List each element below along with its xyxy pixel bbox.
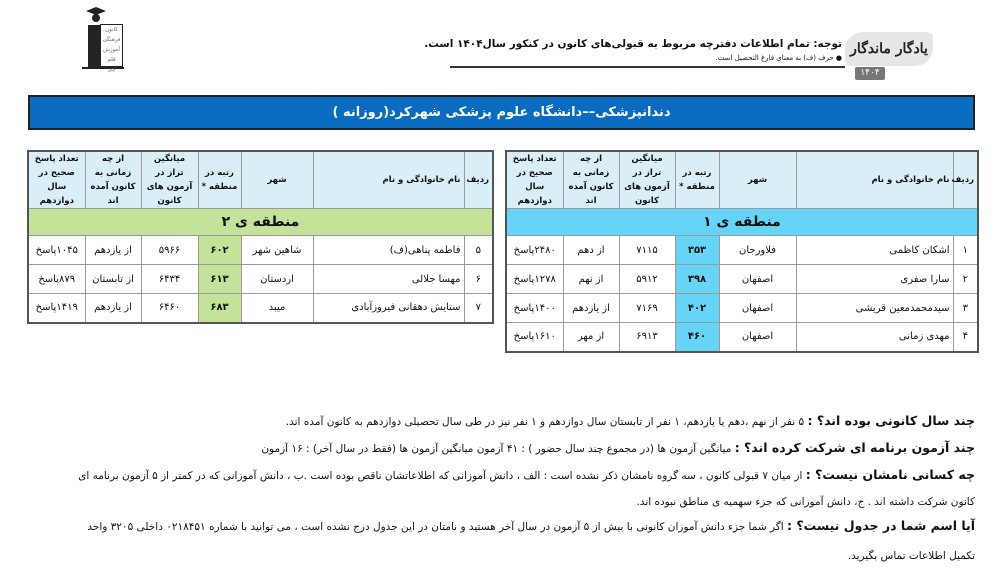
table-row [28,294,493,323]
zone-label: منطقه ی ۱ [506,209,978,236]
joined-since: از نهم [563,265,619,294]
correct-answers: ۱۲۷۸پاسخ [506,265,563,294]
correct-answers: ۲۴۸۰پاسخ [506,236,563,265]
zone-row [28,209,493,236]
city: فلاورجان [719,236,796,265]
column-header: نام خانوادگی و نام [313,151,464,209]
city: میبد [241,294,313,323]
column-header: ردیف [953,151,978,209]
column-header: از چه زمانی به کانون آمده اند [85,151,141,209]
student-name: مهسا جلالی [313,265,464,294]
page-title: دندانپزشکی––دانشگاه علوم پزشکی شهرکرد(روزانه ) [28,95,975,130]
correct-answers: ۱۰۴۵پاسخ [28,236,85,265]
note-answer: از میان ۷ قبولی کانون ، سه گروه نامشان ذکر نشده است : الف ، دانش آموزانی که اطلاعاتشان ناقص بوده است .ب ، دانش آموزانی که در کمتر از ۵ آزمون برنامه ای [78,470,806,482]
column-header: میانگین تراز در آزمون های کانون [619,151,675,209]
table-header [506,151,978,209]
rank: ۶۱۳ [198,265,241,294]
note-question: آیا اسم شما در جدول نیست؟ : [787,518,975,533]
logo-year: ۱۴۰۴ [855,67,885,80]
table-row [506,236,978,265]
student-name: سیدمحمدمعین قریشی [796,294,953,323]
row-number: ۴ [953,323,978,352]
rank: ۴۶۰ [675,323,719,352]
joined-since: از یازدهم [85,294,141,323]
zone-label: منطقه ی ۲ [28,209,493,236]
kanoon-logo [80,5,124,72]
notice-text: توجه: تمام اطلاعات دفترچه مربوط به قبولی‌های کانون در کنکور سال۱۴۰۴ است. [424,38,842,50]
rank: ۳۹۸ [675,265,719,294]
header-divider [450,66,845,68]
note-answer: اگر شما جزء دانش آموزان کانونی با بیش از ۵ آزمون در سال آخر هستید و نامتان در این جدول درج نشده است ، می توانید با شماره ۰۲۱۸۴۵۱ داخلی ۳۲۰۵ واحد [87,521,788,533]
correct-answers: ۱۴۰۰پاسخ [506,294,563,323]
note-answer: ۵ نفر از نهم ،دهم یا یازدهم، ۱ نفر از تابستان سال دوازدهم و ۱ نفر نیز در طی سال تحصیلی دوازدهم به کانون آمده اند. [285,416,808,428]
column-header: تعداد پاسخ صحیح در سال دوازدهم [28,151,85,209]
note-question: چه کسانی نامشان نیست؟ : [805,467,975,482]
zone1-table [505,150,979,353]
average-score: ۷۱۱۵ [619,236,675,265]
student-name: اشکان کاظمی [796,236,953,265]
city: اصفهان [719,323,796,352]
average-score: ۵۹۶۶ [141,236,198,265]
joined-since: از تابستان [85,265,141,294]
student-name: سارا صفری [796,265,953,294]
row-number: ۶ [464,265,493,294]
note-question: چند سال کانونی بوده اند؟ : [807,413,975,428]
student-name: ستایش دهقانی فیروزآبادی [313,294,464,323]
note-4 [87,518,975,535]
average-score: ۷۱۶۹ [619,294,675,323]
correct-answers: ۱۶۱۰پاسخ [506,323,563,352]
column-header: شهر [719,151,796,209]
joined-since: از یازدهم [85,236,141,265]
column-header: رتبه در منطقه * [198,151,241,209]
footnote-text: ● حرف (ف) به معنای فارغ التحصیل است. [715,54,842,62]
note-question: چند آزمون برنامه ای شرکت کرده اند؟ : [734,440,975,455]
rank: ۳۵۳ [675,236,719,265]
table-row [506,294,978,323]
table-row [28,265,493,294]
city: اصفهان [719,294,796,323]
column-header: از چه زمانی به کانون آمده اند [563,151,619,209]
row-number: ۵ [464,236,493,265]
average-score: ۵۹۱۲ [619,265,675,294]
column-header: رتبه در منطقه * [675,151,719,209]
column-header: میانگین تراز در آزمون های کانون [141,151,198,209]
logo-text: یادگار ماندگار [845,32,933,66]
row-number: ۱ [953,236,978,265]
table-row [28,236,493,265]
zone2-table [27,150,494,324]
note-3 [78,467,975,484]
rank: ۴۰۲ [675,294,719,323]
joined-since: از یازدهم [563,294,619,323]
row-number: ۲ [953,265,978,294]
note-answer: میانگین آزمون ها (در مجموع چند سال حضور ) : ۴۱ آزمون میانگین آزمون ها (فقط در سال آخر) : ۱۶ آزمون [261,443,735,455]
note-4-cont: تکمیل اطلاعات تماس بگیرید. [847,550,975,562]
table-row [506,323,978,352]
joined-since: از دهم [563,236,619,265]
kanoon-logo-text: کانون فرهنگی آموزش قلم چی [100,24,123,67]
city: اصفهان [719,265,796,294]
note-1 [286,413,975,430]
correct-answers: ۱۴۱۹پاسخ [28,294,85,323]
average-score: ۶۴۶۰ [141,294,198,323]
table-header [28,151,493,209]
table-row [506,265,978,294]
average-score: ۶۴۳۴ [141,265,198,294]
column-header: تعداد پاسخ صحیح در سال دوازدهم [506,151,563,209]
city: شاهین شهر [241,236,313,265]
column-header: شهر [241,151,313,209]
note-3-cont: کانون شرکت داشته اند . ج، دانش آموزانی که جزء سهمیه ی مناطق نبوده اند. [636,496,975,508]
zone-row [506,209,978,236]
rank: ۶۰۲ [198,236,241,265]
row-number: ۳ [953,294,978,323]
note-2 [261,440,975,457]
city: اردستان [241,265,313,294]
average-score: ۶۹۱۳ [619,323,675,352]
yadegar-mandegar-logo [845,28,933,80]
joined-since: از مهر [563,323,619,352]
correct-answers: ۸۷۹پاسخ [28,265,85,294]
column-header: نام خانوادگی و نام [796,151,953,209]
student-name: مهدی زمانی [796,323,953,352]
rank: ۶۸۳ [198,294,241,323]
student-name: فاطمه پناهی(ف) [313,236,464,265]
row-number: ۷ [464,294,493,323]
column-header: ردیف [464,151,493,209]
